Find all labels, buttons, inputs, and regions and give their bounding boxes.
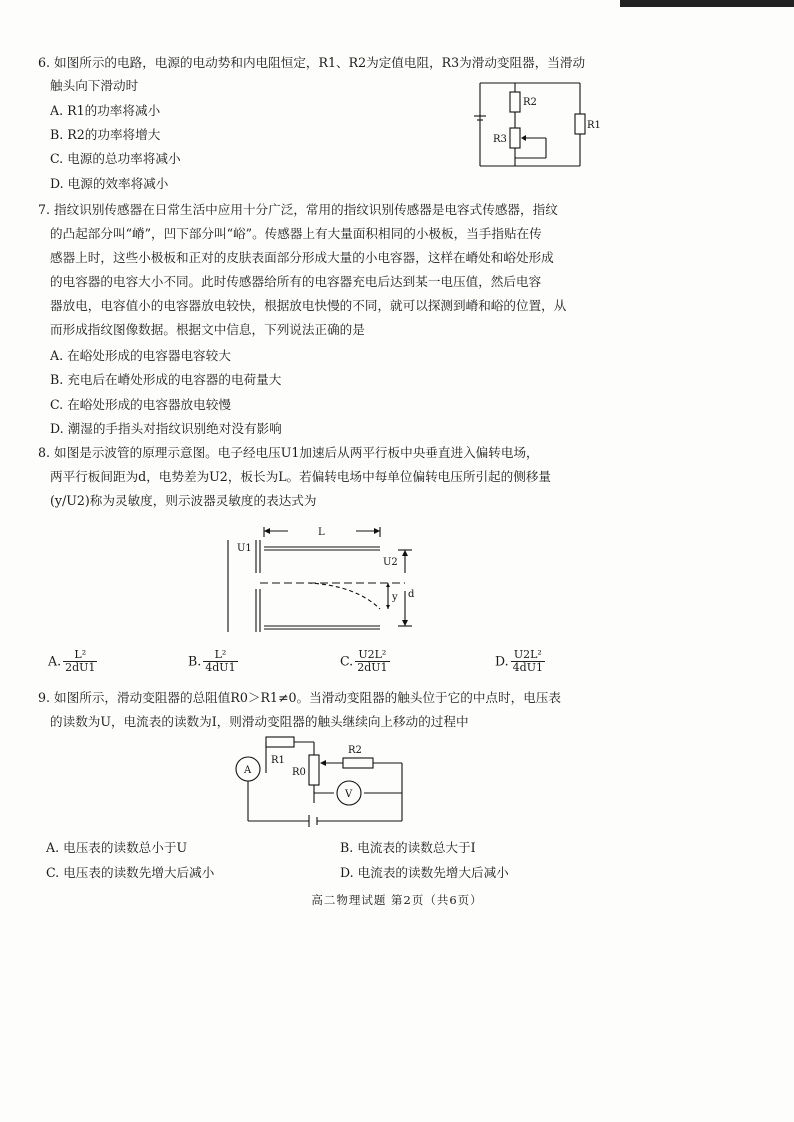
q6-r3-resistor	[510, 128, 520, 148]
q9-label-r1: R1	[271, 755, 285, 766]
q6-circuit-diagram	[470, 78, 610, 173]
q8-stem-line2: 两平行板间距为d，电势差为U2，板长为L。若偏转电场中每单位偏转电压所引起的侧移量	[50, 469, 552, 484]
q9-option-a: A. 电压表的读数总小于U	[46, 840, 188, 855]
scan-edge-bar	[620, 0, 794, 7]
q8-label-y: y	[392, 592, 398, 603]
q7-stem-line5: 器放电，电容值小的电容器放电较快，根据放电快慢的不同，就可以探测到嵴和峪的位置，从	[50, 298, 567, 313]
q9-option-d: D. 电流表的读数先增大后减小	[340, 865, 509, 880]
q6-r2-resistor	[510, 92, 520, 112]
q8-label-l: L	[318, 527, 325, 538]
q6-r1-resistor	[575, 114, 585, 134]
q6-label-r1: R1	[587, 120, 601, 131]
q9-circuit-diagram	[230, 733, 410, 833]
q7-stem-line1: 7. 指纹识别传感器在日常生活中应用十分广泛，常用的指纹识别传感器是电容式传感器，指纹	[38, 202, 558, 217]
q8-oscilloscope-diagram	[220, 525, 440, 640]
q7-option-b: B. 充电后在嵴处形成的电容器的电荷量大	[50, 372, 282, 387]
q9-option-c: C. 电压表的读数先增大后减小	[46, 865, 215, 880]
q7-stem-line3: 感器上时，这些小极板和正对的皮肤表面部分形成大量的小电容器，这样在嵴处和峪处形成	[50, 250, 554, 265]
q8-stem-line1: 8. 如图是示波管的原理示意图。电子经电压U1加速后从两平行板中央垂直进入偏转电场，	[38, 445, 539, 460]
q8-stem-line3: (y/U2)称为灵敏度，则示波器灵敏度的表达式为	[50, 493, 317, 508]
q6-option-a: A. R1的功率将减小	[50, 103, 161, 118]
q9-stem-line1: 9. 如图所示，滑动变阻器的总阻值R0＞R1≠0。当滑动变阻器的触头位于它的中点时，电压表	[38, 690, 561, 705]
q9-voltmeter	[337, 781, 361, 805]
q7-option-d: D. 潮湿的手指头对指纹识别绝对没有影响	[50, 421, 282, 436]
q7-option-c: C. 在峪处形成的电容器放电较慢	[50, 397, 231, 412]
q8-option-a: A. $\frac{\text{L²}}{2dU1}$	[48, 648, 96, 674]
page-footer: 高二物理试题 第2页（共6页）	[311, 893, 483, 907]
q6-option-b: B. R2的功率将增大	[50, 127, 161, 142]
q8-option-b: B. $\frac{\text{L²}}{4dU1}$	[188, 648, 236, 674]
q6-option-c: C. 电源的总功率将减小	[50, 151, 181, 166]
q8-option-d: D. $\frac{\text{U2L²}}{4dU1}$	[495, 648, 543, 674]
q6-option-d: D. 电源的效率将减小	[50, 176, 169, 191]
q6-label-r3: R3	[493, 134, 507, 145]
q7-stem-line4: 的电容器的电容大小不同。此时传感器给所有的电容器充电后达到某一电压值，然后电容	[50, 274, 542, 289]
q9-stem-line2: 的读数为U，电流表的读数为I，则滑动变阻器的触头继续向上移动的过程中	[50, 714, 469, 729]
q8-label-u2: U2	[383, 557, 398, 568]
q7-option-a: A. 在峪处形成的电容器电容较大	[50, 348, 231, 363]
q8-option-c: C. $\frac{\text{U2L²}}{2dU1}$	[340, 648, 388, 674]
q9-label-r0: R0	[292, 767, 306, 778]
q6-line2: 触头向下滑动时	[50, 78, 139, 93]
q7-stem-line2: 的凸起部分叫“嵴”，凹下部分叫“峪”。传感器上有大量面积相同的小极板，当手指贴在传	[50, 226, 542, 241]
q6-line1: 6. 如图所示的电路，电源的电动势和内电阻恒定，R1、R2为定值电阻，R3为滑动变阻器，当滑动	[38, 55, 586, 70]
q7-stem-line6: 而形成指纹图像数据。根据文中信息，下列说法正确的是	[50, 322, 365, 337]
q8-label-d: d	[408, 589, 415, 600]
q9-r1-resistor	[266, 737, 294, 747]
q9-ammeter	[236, 757, 260, 781]
q9-r0-rheostat	[309, 755, 319, 785]
q9-label-r2: R2	[348, 745, 362, 756]
q9-label-voltmeter: V	[345, 789, 353, 800]
q9-label-ammeter: A	[244, 765, 252, 776]
q8-label-u1: U1	[237, 543, 252, 554]
q9-option-b: B. 电流表的读数总大于I	[340, 840, 476, 855]
q6-label-r2: R2	[523, 97, 537, 108]
q9-r2-resistor	[343, 758, 373, 768]
